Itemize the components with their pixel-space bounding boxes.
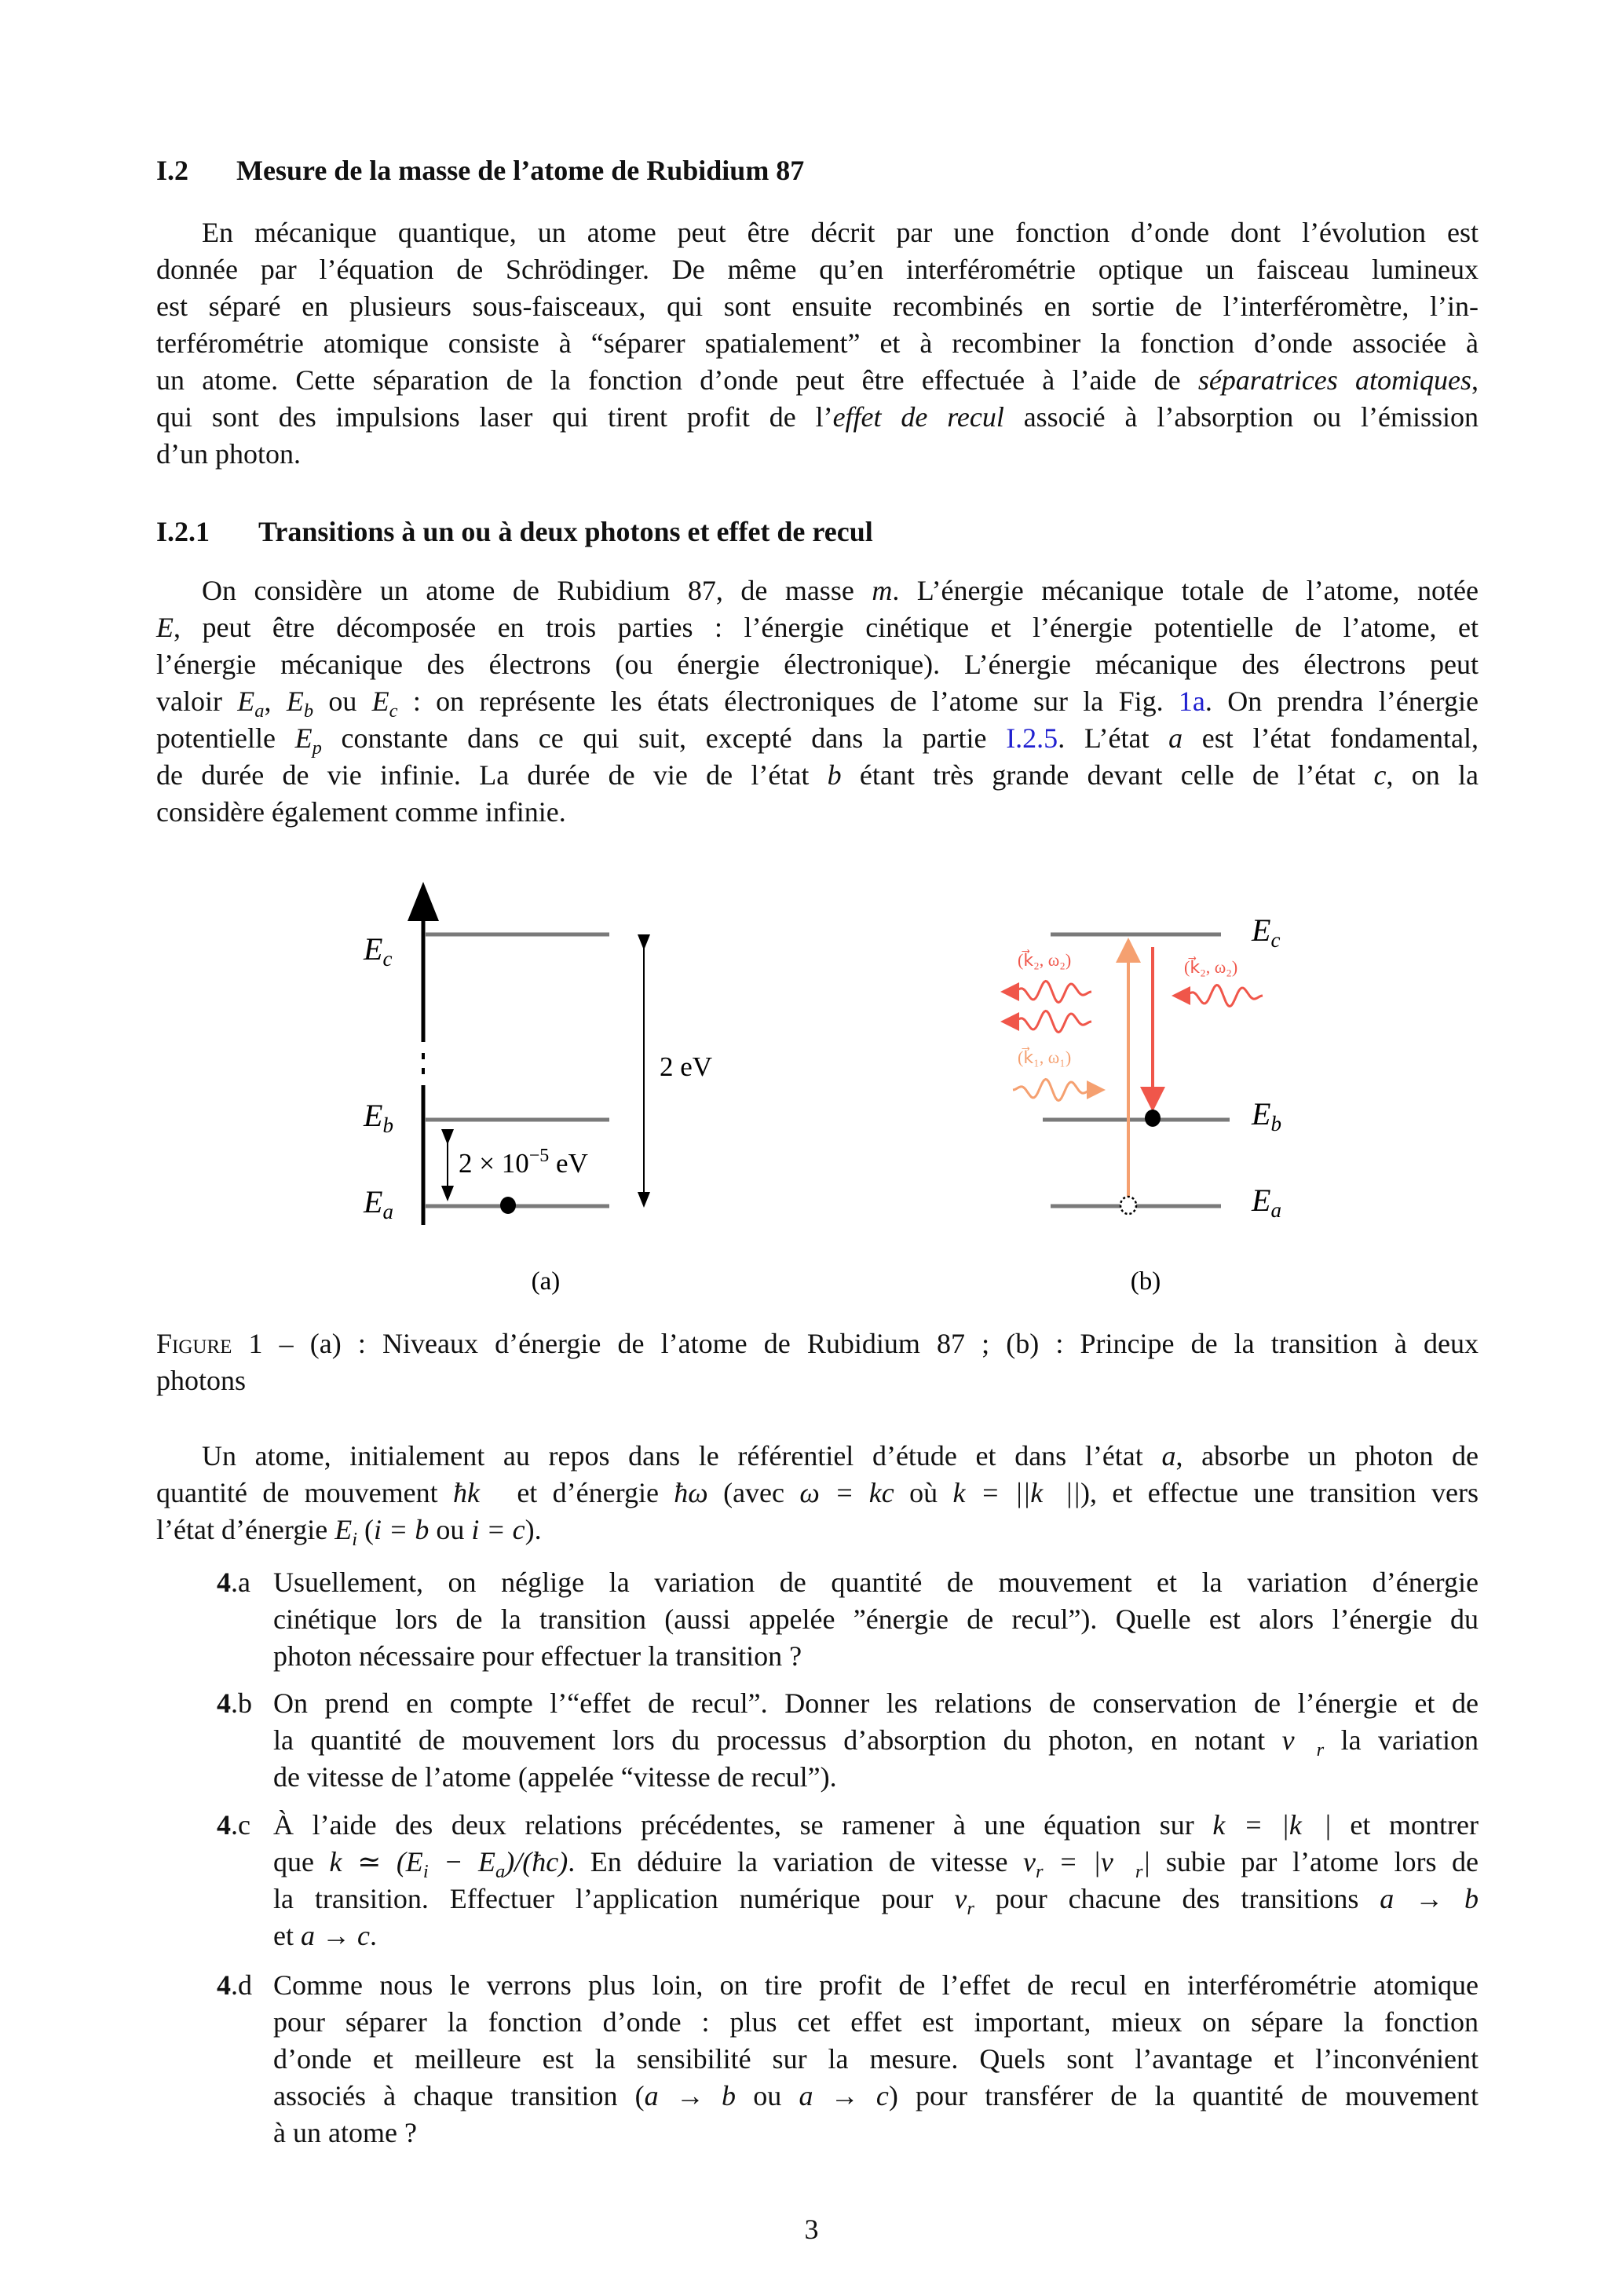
math: séparatrices atomiques [1197, 364, 1471, 396]
question-label: 4.d [217, 1969, 252, 2001]
text-line [273, 1881, 1479, 1918]
label-small-gap: $2 \times 10^{-5}$ eV [459, 1146, 588, 1179]
text-run: . On prendra l’énergie [1204, 686, 1479, 717]
label-2eV: 2 eV [660, 1051, 713, 1082]
text-run: et [273, 1920, 301, 1951]
text-line [273, 2041, 1479, 2078]
text-run: quantité de mouvement [156, 1477, 453, 1508]
math: k = |k⃗| [1212, 1809, 1332, 1841]
question-text [273, 1967, 1479, 2152]
text-run: , absorbe un photon de [1175, 1440, 1479, 1472]
text-run: – (a) : Niveaux d’énergie de l’atome de Rubidium 87 ; (b) : Principe de la transition à deux [262, 1328, 1479, 1359]
text-run: est séparé en plusieurs sous-faisceaux, qui sont ensuite recombinés en sortie de l’interféromètre, l’in- [156, 291, 1479, 322]
text-run: l’énergie mécanique des électrons (ou énergie électronique). L’énergie mécanique des électrons peut [156, 649, 1479, 680]
photon-wave [1013, 1011, 1091, 1033]
text-line [156, 1512, 1479, 1551]
question-text [273, 1807, 1479, 1954]
math: E [156, 612, 174, 643]
text-line [273, 2004, 1479, 2041]
section-title: Mesure de la masse de l’atome de Rubidium 87 [236, 155, 805, 186]
text-run: pour séparer la fonction d’onde : plus cet effet est important, mieux on sépare la fonction [273, 2006, 1479, 2038]
text-run: un atome. Cette séparation de la fonction d’onde peut être effectuée à l’aide de [156, 364, 1198, 396]
math: )/(ħc) [505, 1846, 568, 1877]
text-run: cinétique lors de la transition (aussi appelée ”énergie de recul”). Quelle est alors l’énergie du [273, 1603, 1479, 1635]
text-run: On prend en compte l’“effet de recul”. Donner les relations de conservation de l’énergie et de [273, 1687, 1479, 1719]
paragraph-absorption [156, 1438, 1479, 1551]
caption-prefix: Figure 1 [156, 1328, 263, 1359]
text-run: . En déduire la variation de vitesse [568, 1846, 1024, 1877]
text-line [273, 1807, 1479, 1844]
photon-wave [1184, 985, 1263, 1007]
text-run: photon nécessaire pour effectuer la transition ? [273, 1640, 802, 1672]
text-run: où [894, 1477, 953, 1508]
text-line [273, 1967, 1479, 2004]
text-run: Usuellement, on néglige la variation de quantité de mouvement et la variation d’énergie [273, 1567, 1479, 1598]
text-line [273, 1564, 1479, 1601]
text-run: et montrer [1331, 1809, 1479, 1841]
text-line [273, 1685, 1479, 1722]
math: c [1373, 759, 1387, 791]
math: $E_i$ [334, 1514, 358, 1551]
atom-final-state [1145, 1110, 1161, 1127]
text-run: potentielle [156, 722, 295, 754]
label-Ec: $E_c$ [1252, 912, 1281, 952]
text-run: ( [357, 1514, 375, 1545]
math: a → c [300, 1920, 370, 1951]
text-run: est l’état fondamental, [1183, 722, 1479, 754]
text-run: . L’état [1058, 722, 1169, 754]
text-run: terférométrie atomique consiste à “séparer spatialement” et à recombiner la fonction d’onde associée à [156, 327, 1479, 359]
photon-wave [1013, 982, 1091, 1003]
text-run: , [1471, 364, 1479, 396]
math: k = ||k⃗|| [952, 1477, 1081, 1508]
text-run: considère également comme infinie. [156, 796, 566, 828]
math: a → b [644, 2080, 737, 2111]
question-text [273, 1564, 1479, 1675]
subfig-label-a: (a) [531, 1267, 561, 1296]
math: b [827, 759, 842, 791]
text-run: la transition. Effectuer l’application numérique pour [273, 1883, 955, 1914]
text-run: photons [156, 1365, 247, 1396]
math: ħk⃗ [452, 1477, 502, 1508]
math: | [1142, 1846, 1151, 1877]
math: a → b [1380, 1883, 1479, 1914]
text-run: Comme nous le verrons plus loin, on tire profit de l’effet de recul en interférométrie atomique [273, 1969, 1479, 2001]
text-run: associé à l’absorption ou l’émission [1003, 401, 1479, 433]
text-run: l’état d’énergie [156, 1514, 335, 1545]
text-run: étant très grande devant celle de l’état [841, 759, 1374, 791]
axis-break-dot [422, 1068, 425, 1074]
question-label: 4.a [217, 1567, 250, 1598]
text-run: . [369, 1920, 377, 1951]
label-Ea: $E_a$ [364, 1184, 393, 1223]
label-k2-left: (k⃗₂, ω₂) [1018, 950, 1072, 970]
figure-caption [156, 1325, 1479, 1399]
atom-initial-state [1120, 1197, 1136, 1214]
text-run: (avec [707, 1477, 800, 1508]
math: $v_r$ [954, 1883, 974, 1920]
text-run: de durée de vie infinie. La durée de vie de l’état [156, 759, 828, 791]
math: i = c [471, 1514, 525, 1545]
text-line [156, 1438, 1479, 1475]
atom-ground-state [500, 1197, 516, 1214]
text-run: la quantité de mouvement lors du processus d’absorption du photon, en notant [273, 1724, 1282, 1756]
label-Eb: $E_b$ [364, 1098, 393, 1137]
text-run: , peut être décomposée en trois parties : l’énergie cinétique et l’énergie potentielle de l’atome, et [174, 612, 1479, 643]
axis-break-dot [422, 1053, 425, 1059]
page-number: 3 [804, 2214, 819, 2245]
subsection-number: I.2.1 [156, 516, 210, 547]
label-k1: (k⃗₁, ω₁) [1018, 1047, 1072, 1067]
math: ħω [674, 1477, 708, 1508]
text-run: constante dans ce qui suit, excepté dans la partie [321, 722, 1007, 754]
label-Ec: $E_c$ [364, 931, 393, 971]
math: − $E_a$ [428, 1846, 506, 1883]
text-run: qui sont des impulsions laser qui tirent profit de l’ [156, 401, 833, 433]
question-label: 4.c [217, 1809, 250, 1841]
text-run: Un atome, initialement au repos dans le référentiel d’étude et dans l’état [202, 1440, 1162, 1472]
text-run: et d’énergie [501, 1477, 674, 1508]
text-run: d’onde et meilleure est la sensibilité sur la mesure. Quels sont l’avantage et l’inconvénient [273, 2043, 1479, 2075]
text-run: . L’énergie mécanique totale de l’atome, notée [892, 575, 1479, 606]
text-run: ). [525, 1514, 542, 1545]
text-line [273, 1601, 1479, 1638]
text-run: subie par l’atome lors de [1150, 1846, 1479, 1877]
text-run: ) pour transférer de la quantité de mouvement [888, 2080, 1479, 2111]
text-line [156, 1475, 1479, 1512]
question-label: 4.b [217, 1687, 252, 1719]
math: a [1161, 1440, 1176, 1472]
text-run: la variation [1324, 1724, 1479, 1756]
text-line [273, 1638, 1479, 1675]
math: m [872, 575, 893, 606]
text-run: associés à chaque transition ( [273, 2080, 645, 2111]
text-run: de vitesse de l’atome (appelée “vitesse de recul”). [273, 1761, 837, 1793]
label-k2-right: (k⃗₂, ω₂) [1184, 957, 1238, 977]
math: ω = kc [799, 1477, 894, 1508]
text-run: , [264, 686, 287, 717]
cross-reference-link[interactable]: 1a [1178, 686, 1205, 717]
label-Ea: $E_a$ [1252, 1183, 1281, 1222]
diagram-b [1010, 912, 1281, 1296]
text-line [273, 1722, 1479, 1759]
text-line [273, 1759, 1479, 1796]
text-run: À l’aide des deux relations précédentes, se ramener à une équation sur [273, 1809, 1213, 1841]
cross-reference-link[interactable]: I.2.5 [1006, 722, 1058, 754]
text-run: d’un photon. [156, 438, 301, 470]
text-run: pour chacune des transitions [974, 1883, 1380, 1914]
math: a [1168, 722, 1183, 754]
text-run: donnée par l’équation de Schrödinger. De même qu’en interférométrie optique un faisceau lumineux [156, 254, 1479, 285]
text-line [273, 1918, 1479, 1954]
text-run: , on la [1386, 759, 1479, 791]
photon-wave [1013, 1080, 1091, 1101]
label-Eb: $E_b$ [1252, 1096, 1281, 1135]
section-number: I.2 [156, 155, 189, 186]
text-run: valoir [156, 686, 238, 717]
question-text [273, 1685, 1479, 1796]
text-run: : on représente les états électroniques de l’atome sur la Fig. [397, 686, 1179, 717]
text-run: En mécanique quantique, un atome peut être décrit par une fonction d’onde dont l’évolution est [202, 217, 1479, 248]
text-run: ou [313, 686, 372, 717]
math: $E_c$ [371, 686, 398, 722]
text-run: ou [429, 1514, 472, 1545]
text-run: ), et effectue une transition vers [1080, 1477, 1479, 1508]
math: i = b [374, 1514, 430, 1545]
math: $E_a$ [237, 686, 265, 722]
math: $E_b$ [286, 686, 314, 722]
text-line [273, 2078, 1479, 2115]
text-line [273, 1844, 1479, 1881]
text-run: ou [736, 2080, 799, 2111]
math: a → c [799, 2080, 889, 2111]
math: = $|v⃗_r$ [1043, 1846, 1143, 1883]
diagram-a [363, 901, 712, 1296]
math: $v⃗_r$ [1281, 1724, 1325, 1761]
text-line [273, 2115, 1479, 2152]
text-run: à un atome ? [273, 2117, 417, 2148]
math: k ≃ ($E_i$ [329, 1846, 429, 1883]
math: effet de recul [832, 401, 1004, 433]
math: $E_p$ [294, 722, 322, 759]
math: $v_r$ [1023, 1846, 1044, 1883]
subsection-title: Transitions à un ou à deux photons et effet de recul [258, 516, 873, 547]
text-run: On considère un atome de Rubidium 87, de masse [202, 575, 872, 606]
text-run: que [273, 1846, 330, 1877]
subfig-label-b: (b) [1130, 1267, 1161, 1296]
